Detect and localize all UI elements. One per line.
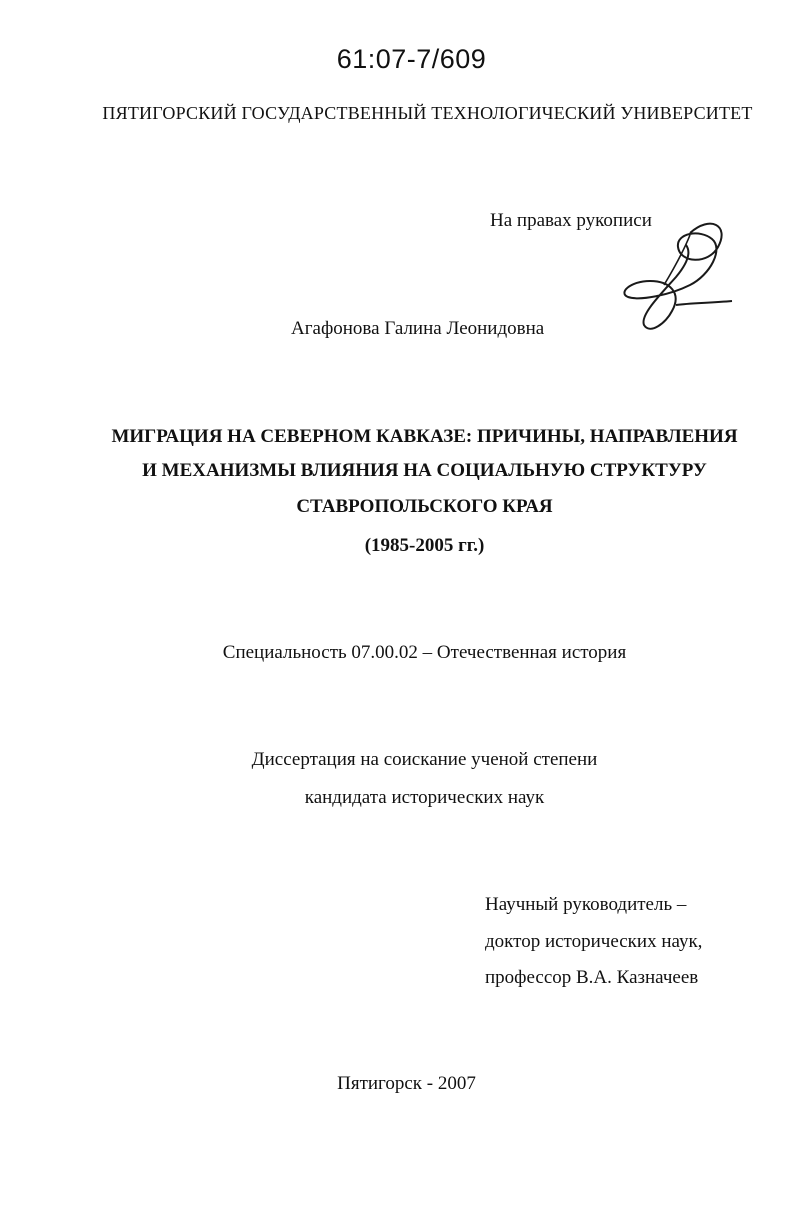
dissertation-line-1: Диссертация на соискание ученой степени [251, 749, 598, 770]
title-line-2: И МЕХАНИЗМЫ ВЛИЯНИЯ НА СОЦИАЛЬНУЮ СТРУКТУРУ [142, 460, 707, 481]
author-name: Агафонова Галина Леонидовна [291, 318, 545, 339]
signature-icon [620, 215, 740, 345]
title-line-3: СТАВРОПОЛЬСКОГО КРАЯ [296, 496, 553, 517]
title-years: (1985-2005 гг.) [364, 535, 485, 556]
catalog-code: 61:07-7/609 [336, 44, 487, 74]
supervisor-line-2: доктор исторических наук, [485, 931, 703, 952]
title-line-1: МИГРАЦИЯ НА СЕВЕРНОМ КАВКАЗЕ: ПРИЧИНЫ, НАПРАВЛЕНИЯ [111, 426, 738, 447]
dissertation-line-2: кандидата исторических наук [304, 787, 545, 808]
university-name: ПЯТИГОРСКИЙ ГОСУДАРСТВЕННЫЙ ТЕХНОЛОГИЧЕСКИЙ УНИВЕРСИТЕТ [102, 103, 753, 123]
specialty: Специальность 07.00.02 – Отечественная история [222, 642, 627, 663]
city-year: Пятигорск - 2007 [337, 1073, 476, 1094]
supervisor-line-1: Научный руководитель – [485, 894, 687, 915]
manuscript-note: На правах рукописи [490, 210, 652, 231]
supervisor-line-3: профессор В.А. Казначеев [485, 967, 699, 988]
